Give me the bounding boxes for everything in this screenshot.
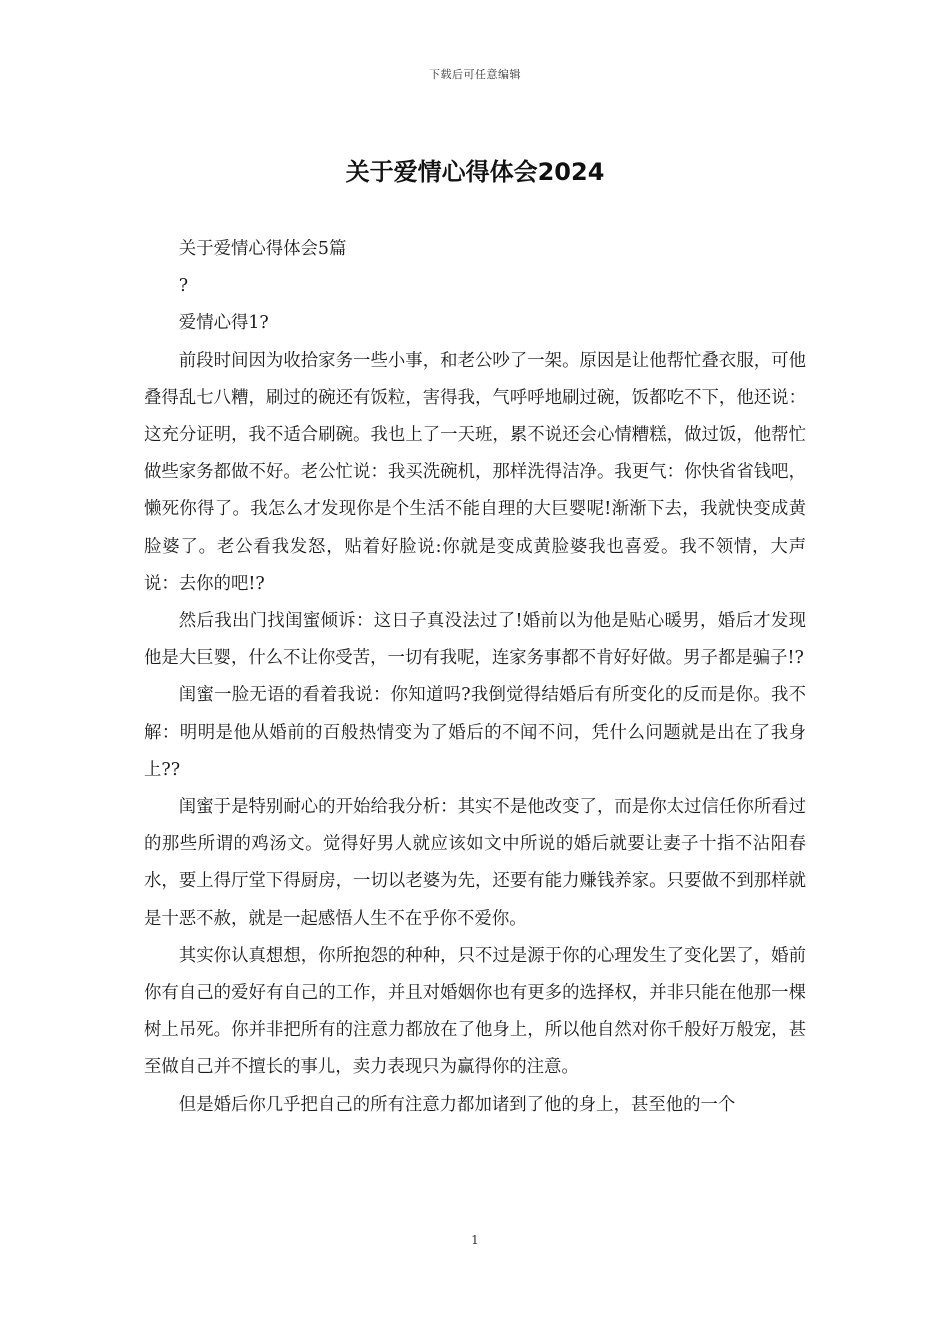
body-paragraph-6: 但是婚后你几乎把自己的所有注意力都加诸到了他的身上，甚至他的一个 <box>178 1094 736 1115</box>
body-paragraph-1: 前段时间因为收拾家务一些小事，和老公吵了一架。原因是让他帮忙叠衣服，可他叠得乱七八糟，刷过的碗还有饭粒，害得我，气呼呼地刷过碗，饭都吃不下，他还说：这充分证明，我不适合刷碗。我也上了一天班，累不说还会心情糟糕，做过饭，他帮忙做些家务都做不好。老公忙说：我买洗碗机，那样洗得洁净。我更气：你快省省钱吧，懒死你得了。我怎么才发现你是个生活不能自理的大巨婴呢!渐渐下去，我就快变成黄脸婆了。老公看我发怒，贴着好脸说:你就是变成黄脸婆我也喜爱。我不领情，大声说：去你的吧!? <box>144 350 806 594</box>
subtitle-paragraph: 关于爱情心得体会5篇 <box>178 239 347 259</box>
body-paragraph-3: 闺蜜一脸无语的看着我说：你知道吗?我倒觉得结婚后有所变化的反而是你。我不解：明明是他从婚前的百般热情变为了婚后的不闻不问，凭什么问题就是出在了我身上?? <box>144 685 806 780</box>
page-number: 1 <box>471 1233 479 1247</box>
body-paragraph-5: 其实你认真想想，你所抱怨的种种，只不过是源于你的心理发生了变化罢了，婚前你有自己的爱好有自己的工作，并且对婚姻你也有更多的选择权，并非只能在他那一棵树上吊死。你并非把所有的注意力都放在了他身上，所以他自然对你千般好万般宠，甚至做自己并不擅长的事儿，卖力表现只为赢得你的注意。 <box>144 945 806 1078</box>
body-paragraph-2: 然后我出门找闺蜜倾诉：这日子真没法过了!婚前以为他是贴心暖男，婚后才发现他是大巨婴，什么不让你受苦，一切有我呢，连家务事都不肯好好做。男子都是骗子!? <box>144 611 806 669</box>
placeholder-paragraph: ? <box>178 276 189 297</box>
page-header: 下载后可任意编辑 <box>429 68 521 81</box>
body-paragraph-4: 闺蜜于是特别耐心的开始给我分析：其实不是他改变了，而是你太过信任你所看过的那些所谓的鸡汤文。觉得好男人就应该如文中所说的婚后就要让妻子十指不沾阳春水，要上得厅堂下得厨房，一切以老婆为先，还要有能力赚钱养家。只要做不到那样就是十恶不赦，就是一起感悟人生不在乎你不爱你。 <box>144 797 806 929</box>
section-heading-paragraph: 爱情心得1? <box>178 313 269 334</box>
document-body <box>144 231 806 1124</box>
document-title: 关于爱情心得体会2024 <box>345 158 605 186</box>
